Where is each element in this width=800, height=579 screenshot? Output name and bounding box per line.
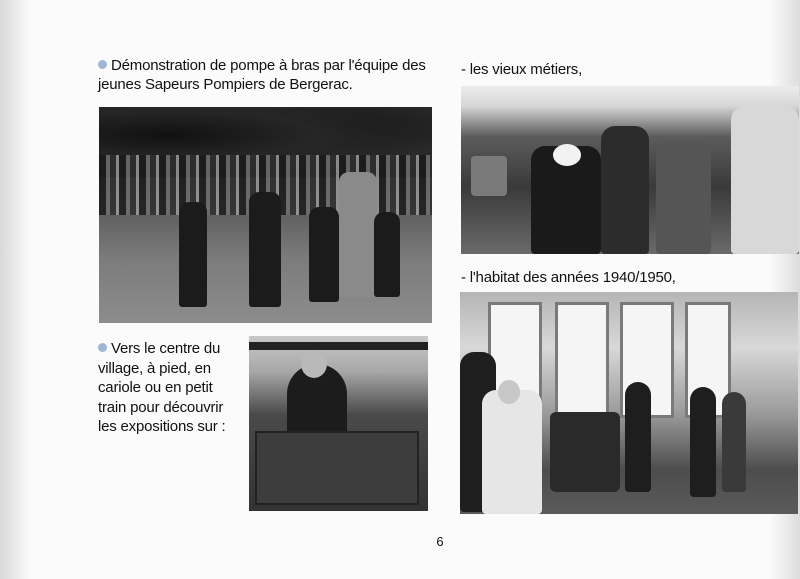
page-number: 6	[436, 534, 444, 549]
caption-centre-line3: cariole ou en petit	[98, 379, 213, 396]
photo-train-roof	[249, 342, 428, 350]
caption-centre-line1: Vers le centre du	[98, 339, 248, 359]
photo-figure	[690, 387, 716, 497]
caption-centre-line5: les expositions sur :	[98, 418, 226, 435]
photo-wheelchair	[550, 412, 620, 492]
caption-pompe	[98, 56, 428, 94]
photo-figure	[625, 382, 651, 492]
photo-figure	[722, 392, 746, 492]
photo-face	[498, 380, 520, 404]
photo-figure	[482, 390, 542, 514]
photo-figure	[656, 141, 711, 254]
photo-figure	[374, 212, 400, 297]
photo-petit-train	[249, 336, 428, 511]
photo-figure	[339, 172, 377, 297]
photo-train-car	[255, 431, 419, 505]
photo-face	[301, 350, 327, 378]
caption-centre-village	[98, 339, 248, 437]
photo-barrel	[471, 156, 507, 196]
caption-habitat: - l'habitat des années 1940/1950,	[461, 269, 676, 286]
caption-pompe-line1: Démonstration de pompe à bras par l'équipe des	[98, 56, 428, 75]
photo-figure	[601, 126, 649, 254]
photo-figure	[731, 106, 799, 254]
caption-centre-line4: train pour découvrir	[98, 398, 224, 416]
photo-figure	[249, 192, 281, 307]
caption-vieux-metiers: - les vieux métiers,	[461, 61, 583, 78]
photo-habitat-1940-1950	[460, 292, 798, 514]
photo-vieux-metiers	[461, 86, 799, 254]
caption-centre-line2: village, à pied, en	[98, 359, 211, 377]
bullet-icon	[98, 343, 107, 352]
photo-pompe-demonstration	[99, 107, 432, 323]
page-edge-shadow-left	[0, 0, 30, 579]
photo-figure	[179, 202, 207, 307]
photo-window	[555, 302, 609, 418]
photo-cap	[553, 144, 581, 166]
caption-pompe-line2: jeunes Sapeurs Pompiers de Bergerac.	[98, 76, 353, 93]
photo-figure	[309, 207, 339, 302]
bullet-icon	[98, 60, 107, 69]
